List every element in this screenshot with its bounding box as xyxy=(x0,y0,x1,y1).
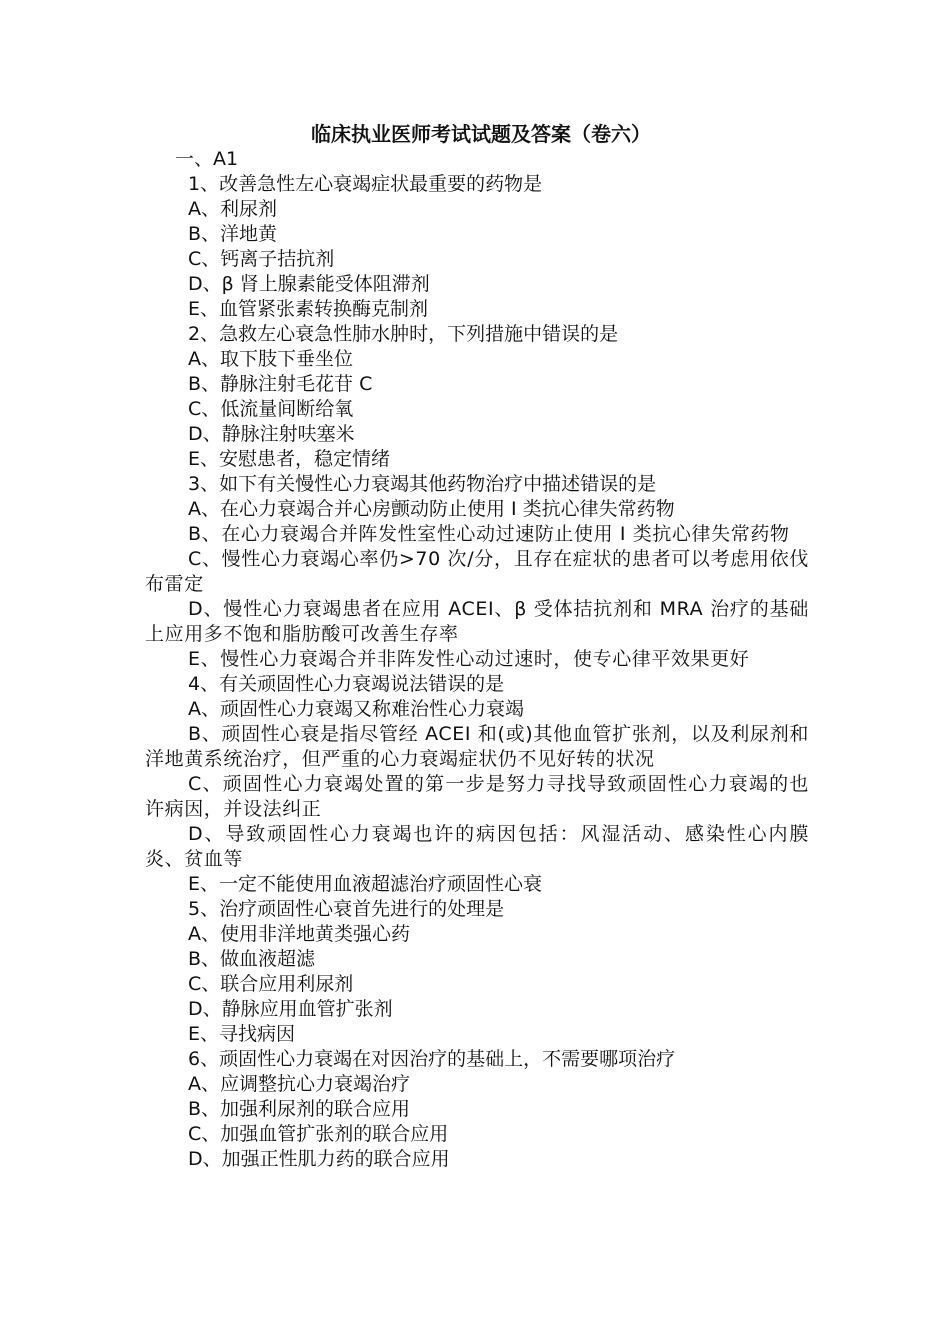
text-line: A、在心力衰竭合并心房颤动防止使用 I 类抗心律失常药物 xyxy=(188,498,675,520)
text-line: A、使用非洋地黄类强心药 xyxy=(188,923,410,945)
document-body xyxy=(145,172,809,1172)
paragraph: D、导致顽固性心力衰竭也许的病因包括：风湿活动、感染性心内膜炎、贫血等 xyxy=(145,823,809,870)
paragraph: C、顽固性心力衰竭处置的第一步是努力寻找导致顽固性心力衰竭的也许病因，并设法纠正 xyxy=(145,773,809,820)
text-line: B、做血液超滤 xyxy=(188,948,316,970)
text-line: A、利尿剂 xyxy=(188,198,277,220)
text-line: E、安慰患者，稳定情绪 xyxy=(188,448,391,470)
text-line: E、寻找病因 xyxy=(188,1023,296,1045)
paragraph: B、在心力衰竭合并阵发性室性心动过速防止使用 I 类抗心律失常药物 xyxy=(188,523,790,545)
text-line: D、β 肾上腺素能受体阻滞剂 xyxy=(188,273,430,295)
text-line: C、钙离子拮抗剂 xyxy=(188,248,335,270)
paragraph: E、慢性心力衰竭合并非阵发性心动过速时，使专心律平效果更好 xyxy=(188,648,750,670)
text-line: 1、改善急性左心衰竭症状最重要的药物是 xyxy=(188,173,543,195)
text-line: A、取下肢下垂坐位 xyxy=(188,348,353,370)
paragraph: D、慢性心力衰竭患者在应用 ACEI、β 受体拮抗剂和 MRA 治疗的基础上应用多不饱和脂肪酸可改善生存率 xyxy=(145,598,809,645)
text-line: B、洋地黄 xyxy=(188,223,278,245)
text-line: D、加强正性肌力药的联合应用 xyxy=(188,1148,450,1170)
text-line: E、一定不能使用血液超滤治疗顽固性心衰 xyxy=(188,873,543,895)
text-line: A、顽固性心力衰竭又称难治性心力衰竭 xyxy=(188,698,524,720)
text-line: C、低流量间断给氧 xyxy=(188,398,354,420)
text-line: E、血管紧张素转换酶克制剂 xyxy=(188,298,429,320)
text-line: 3、如下有关慢性心力衰竭其他药物治疗中描述错误的是 xyxy=(188,473,657,495)
text-line: 6、顽固性心力衰竭在对因治疗的基础上，不需要哪项治疗 xyxy=(188,1048,676,1070)
text-line: A、应调整抗心力衰竭治疗 xyxy=(188,1073,410,1095)
text-line: 2、急救左心衰急性肺水肿时，下列措施中错误的是 xyxy=(188,323,619,345)
text-line: B、静脉注射毛花苷 C xyxy=(188,373,373,395)
paragraph: C、慢性心力衰竭心率仍>70 次/分，且存在症状的患者可以考虑用依伐布雷定 xyxy=(145,548,809,595)
text-line: 4、有关顽固性心力衰竭说法错误的是 xyxy=(188,673,505,695)
text-line: C、加强血管扩张剂的联合应用 xyxy=(188,1123,449,1145)
text-line: B、加强利尿剂的联合应用 xyxy=(188,1098,411,1120)
document-title: 临床执业医师考试试题及答案（卷六） xyxy=(311,122,651,146)
text-line: D、静脉应用血管扩张剂 xyxy=(188,998,393,1020)
section-heading: 一、A1 xyxy=(175,148,239,170)
document-page xyxy=(145,121,809,1172)
text-line: C、联合应用利尿剂 xyxy=(188,973,354,995)
text-line: D、静脉注射呋塞米 xyxy=(188,423,355,445)
paragraph: B、顽固性心衰是指尽管经 ACEI 和(或)其他血管扩张剂，以及利尿剂和洋地黄系统治疗，但严重的心力衰竭症状仍不见好转的状况 xyxy=(145,723,809,770)
text-line: 5、治疗顽固性心衰首先进行的处理是 xyxy=(188,898,505,920)
